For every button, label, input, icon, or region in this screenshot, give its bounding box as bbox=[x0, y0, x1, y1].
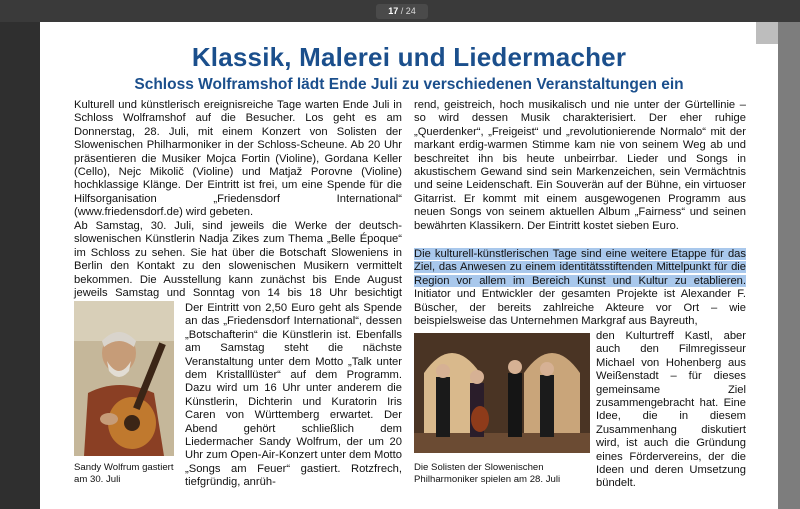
column2-paragraph3: den Kulturtreff Kastl, aber auch den Filmregisseur Michael von Hohenberg aus Weißenstadt – für dieses gemeinsame Ziel zusammengebracht hat. Eine Idee, die in diesem Zusammenhang diskutiert wird, ist auch die Gründung eines Fördervereins, der die Ideen und deren Umsetzung bündelt. bbox=[596, 330, 746, 490]
guitarist-illustration bbox=[74, 301, 174, 456]
page-current: 17 bbox=[388, 6, 399, 16]
document-page bbox=[40, 22, 778, 509]
column1-paragraph1: Kulturell und künstlerisch ereignisreiche Tage warten Ende Juli in Schloss Wolframshof auf die Besucher. Los geht es am Donnerstag, 28. Juli, mit einem Konzert von Solisten der Slowenischen Philharmoniker in der Schloss-Scheune. Ab 20 Uhr präsentieren die Musiker Mojca Fortin (Violine), Gordana Keller (Cello), Nejc Mikolič (Violine) und Matjaž Porovne (Violine) hochklassige Klänge. Der Eintritt ist frei, um eine Spende für die Hilfsorganisation „Friedensdorf International“ (www.friedensdorf.de) wird gebeten. bbox=[74, 99, 402, 219]
article-title: Klassik, Malerei und Liedermacher bbox=[191, 42, 627, 72]
column1-paragraph3: Der Eintritt von 2,50 Euro geht als Spende an das „Friedensdorf International“, dessen „Botschafterin“ die Künstlerin ist. Ebenfalls am Samstag steht die nächste Veranstaltung unter dem Motto „Talk unter dem Kristalllüster“ auf dem Programm. Dazu wird um 16 Uhr unter anderem die Künstlerin, Dichterin und Kuratorin Iris Caren von Württemberg erwartet. Der Abend gehört schließlich dem Liedermacher Sandy Wolfrum, der um 20 Uhr zum Open-Air-Konzert unter dem Motto „Songs am Feuer“ gastiert. Rotzfrech, tiefgründig, anrüh- bbox=[185, 302, 402, 489]
column2-paragraph1 bbox=[414, 99, 746, 233]
page-separator: / bbox=[400, 6, 404, 16]
highlighted-text[interactable]: Die kulturell-künstlerischen Tage sind eine weitere Etappe für das Ziel, das Anwesen zu einem identitätsstiftenden Mittelpunkt für die Region vor allem im Bereich Kunst und Kultur zu etablieren. bbox=[414, 248, 746, 287]
photo1-caption: Sandy Wolfrum gastiert am 30. Juli bbox=[74, 462, 174, 485]
photo2-caption: Die Solisten der Slowenischen Philharmoniker spielen am 28. Juli bbox=[414, 462, 561, 485]
page-total: 24 bbox=[405, 6, 416, 16]
viewer-toolbar bbox=[0, 0, 800, 22]
photo-sandy-wolfrum bbox=[74, 301, 174, 456]
article-subtitle: Schloss Wolframshof lädt Ende Juli zu verschiedenen Veranstaltungen ein bbox=[134, 76, 684, 93]
column2-paragraph1-text: rend, geistreich, hoch musikalisch und nie unter der Gürtellinie – so wird dessen Musik charakterisiert. Der eher ruhige „Querdenker“, „Freigeist“ und „revolutionierende Normalo“ mit der markant erdig-warmen Stimme kam nie von seinem Weg ab und beschreitet ihn bis heute unbeirrbar. Lieder und Songs in akustischem Gewand sind sein Markenzeichen, sein Vermächtnis und seine Leidenschaft. Ein Souverän auf der Bühne, ein virtuoser Gitarrist. Er kommt mit einem ausgewogenen Programm aus neuen Songs von seinem aktuellen Album „Fairness“ und seinen bewährten Klassikern. Der Eintritt kostet sieben Euro. bbox=[414, 99, 746, 232]
musicians-illustration bbox=[414, 333, 590, 453]
page-indicator[interactable] bbox=[376, 4, 428, 19]
column2-paragraph2-rest: Initiator und Entwickler der gesamten Projekte ist Alexander F. Büscher, der bereits zahlreiche Akteure vor Ort – wie beispielsweise das Unternehmen Markgraf aus Bayreuth, bbox=[414, 288, 746, 328]
photo-philharmonic-soloists bbox=[414, 333, 590, 453]
viewer-background-right bbox=[778, 22, 800, 509]
page-fold-corner bbox=[756, 22, 778, 44]
column1-paragraph2: Ab Samstag, 30. Juli, sind jeweils die Werke der deutsch-slowenischen Künstlerin Nadja Zikes zum Thema „Belle Époque“ im Schloss zu sehen. Sie hat über die Botschaft Sloweniens in Berlin den Kontakt zu den slowenischen Musikern vermittelt bekommen. Die Ausstellung kann zunächst bis Ende August jeweils Samstag und Sonntag von 14 bis 18 Uhr besichtigt bbox=[74, 220, 402, 300]
column2-paragraph2 bbox=[414, 248, 746, 328]
